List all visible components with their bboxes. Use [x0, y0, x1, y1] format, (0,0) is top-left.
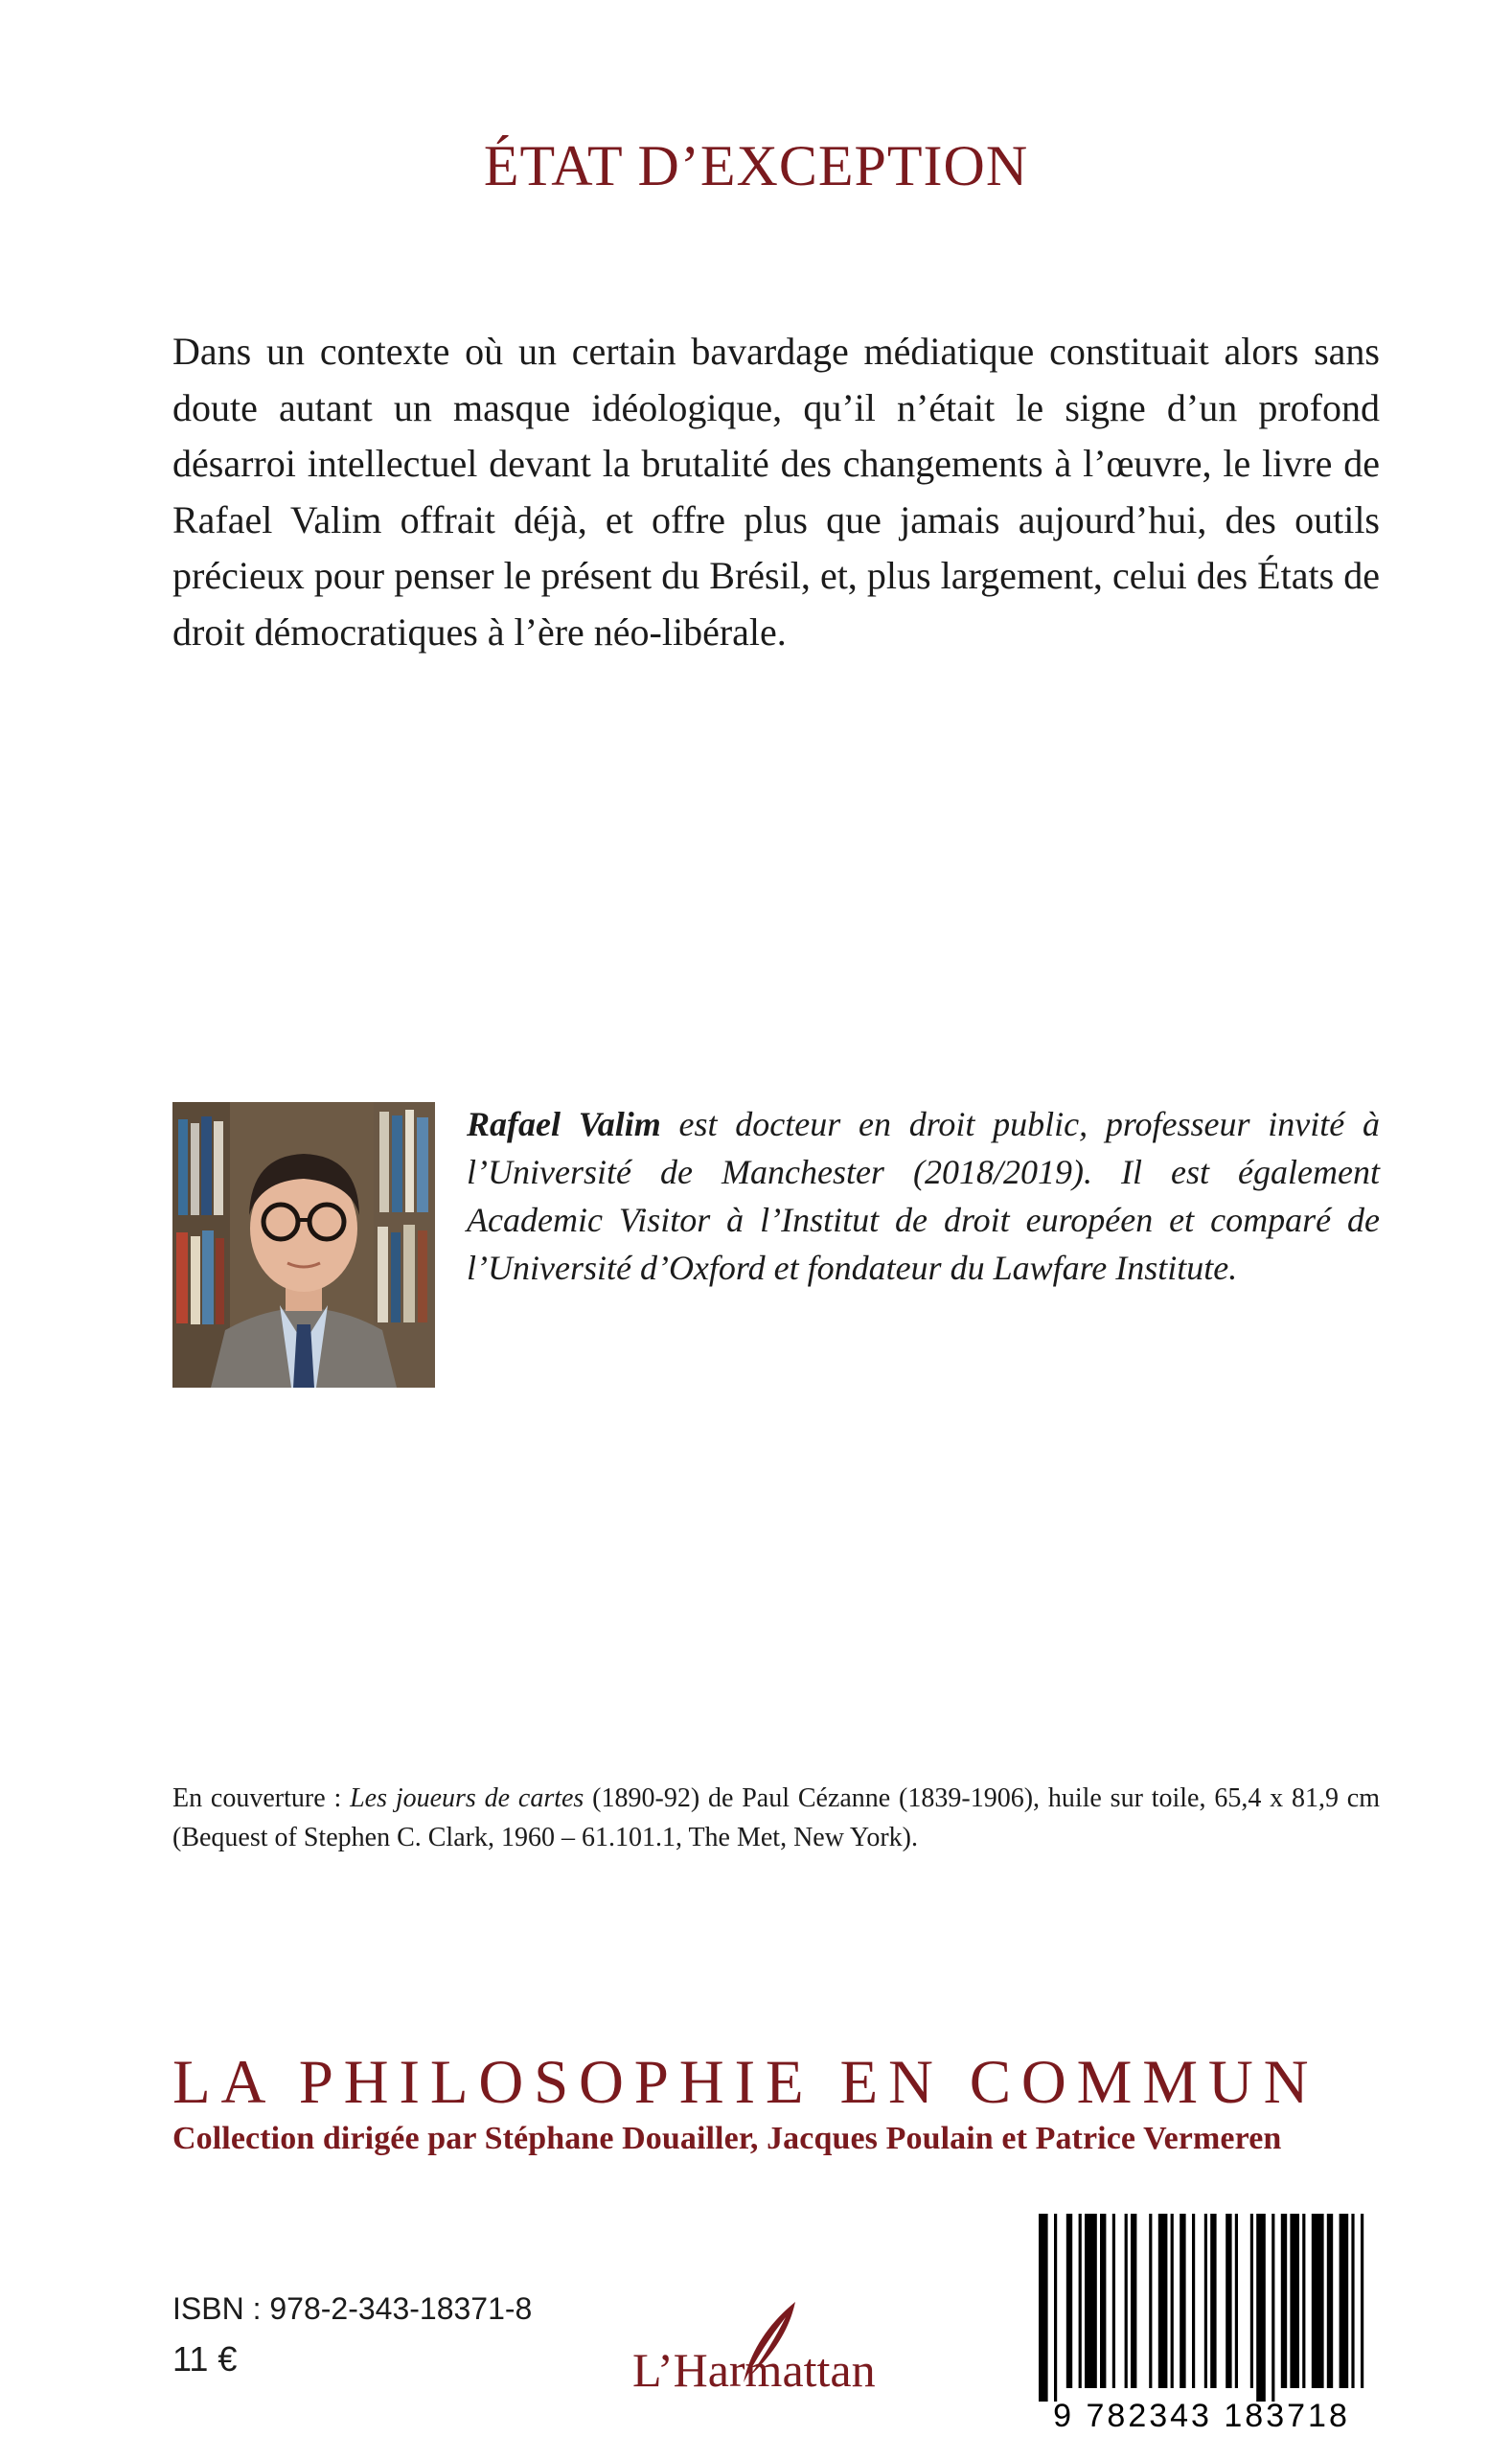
barcode-bar: [1302, 2214, 1305, 2388]
barcode-bar: [1079, 2214, 1082, 2388]
barcode-bar: [1361, 2214, 1363, 2388]
cover-credit-prefix: En couverture :: [172, 1783, 351, 1813]
barcode-bar: [1066, 2214, 1072, 2388]
barcode-bar: [1256, 2214, 1266, 2402]
barcode-bar: [1281, 2214, 1287, 2388]
barcode-bar: [1180, 2214, 1185, 2388]
barcode-bar: [1085, 2214, 1097, 2388]
barcode-bar: [1149, 2214, 1152, 2388]
barcode-bar: [1131, 2214, 1136, 2388]
cover-credit: [172, 1779, 1380, 1857]
barcode-bar: [1290, 2214, 1299, 2388]
intro-paragraph: Dans un contexte où un certain bavardage médiatique constituait alors sans doute autant un masque idéologique, qu’il n’était le signe d’un profond désarroi intellectuel devant la brutalité des changements à l’œuvre, le livre de Rafael Valim offrait déjà, et offre plus que jamais aujourd’hui, des outils précieux pour penser le présent du Brésil, et, plus largement, celui des États de droit démocratiques à l’ère néo-libérale.: [172, 330, 1380, 654]
barcode: [1018, 2214, 1386, 2432]
barcode-bar: [1210, 2214, 1216, 2388]
barcode-bar: [1226, 2214, 1231, 2388]
collection-directors: Collection dirigée par Stéphane Douailler, Jacques Poulain et Patrice Vermeren: [172, 2121, 1282, 2156]
barcode-bar: [1112, 2214, 1115, 2388]
barcode-bar: [1192, 2214, 1195, 2388]
author-photo: [172, 1102, 435, 1388]
cover-artwork-title: Les joueurs de cartes: [350, 1783, 584, 1813]
barcode-bar: [1125, 2214, 1128, 2388]
barcode-bar: [1235, 2214, 1238, 2388]
barcode-bar: [1100, 2214, 1106, 2388]
barcode-bar: [1351, 2214, 1354, 2388]
cover-credit-details: (1890-92) de Paul Cézanne (1839-1906), huile sur toile, 65,4 x 81,9 cm (Bequest of Stephen C. Clark, 1960 – 61.101.1, The Met, New York).: [172, 1783, 1381, 1852]
barcode-bar: [1312, 2214, 1324, 2388]
barcode-bar: [1039, 2214, 1048, 2402]
price: 11 €: [172, 2339, 238, 2379]
barcode-bar: [1054, 2214, 1057, 2402]
author-bio-text: est docteur en droit public, professeur invité à l’Université de Manchester (2018/2019). Il est également Academic Visitor à l’Institut de droit européen et comparé de l’Université d’Oxford et fondateur du Lawfare Institute.: [467, 1105, 1380, 1287]
barcode-digits: 9 782343 183718: [1053, 2398, 1350, 2432]
collection-name: LA PHILOSOPHIE EN COMMUN: [172, 2048, 1319, 2117]
publisher-logo-text: L’Harmattan: [632, 2343, 876, 2397]
barcode-bar: [1171, 2214, 1174, 2388]
barcode-bar: [1327, 2214, 1333, 2388]
barcode-bar: [1271, 2214, 1274, 2402]
barcode-bar: [1340, 2214, 1349, 2388]
barcode-bar: [1158, 2214, 1168, 2388]
author-bio: [467, 1100, 1380, 1292]
book-title: ÉTAT D’EXCEPTION: [483, 134, 1029, 197]
barcode-bar: [1250, 2214, 1253, 2388]
barcode-bar: [1204, 2214, 1207, 2388]
isbn: ISBN : 978-2-343-18371-8: [172, 2291, 533, 2326]
author-name: Rafael Valim: [467, 1105, 661, 1143]
publisher-logo: [630, 2288, 918, 2403]
